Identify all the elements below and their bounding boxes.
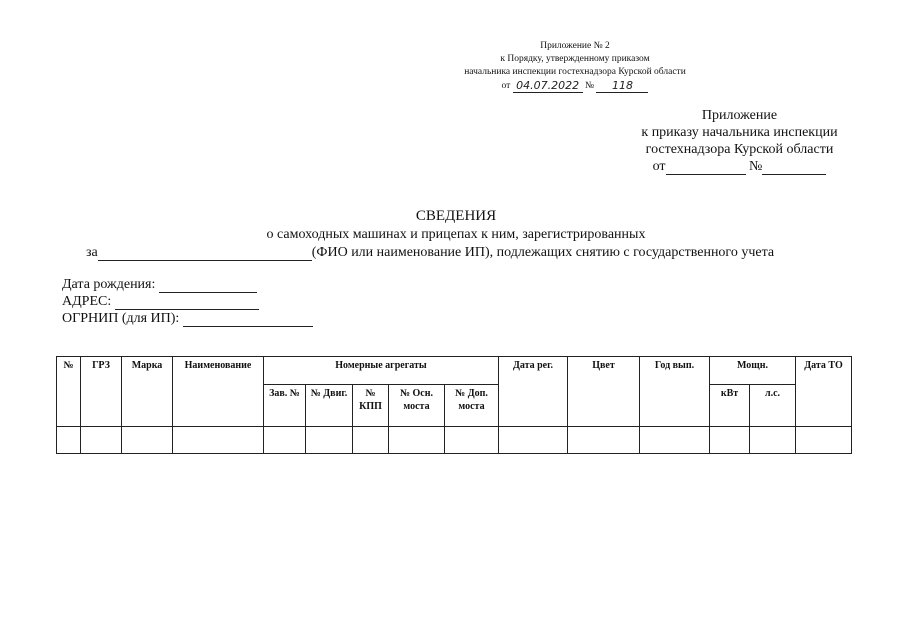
table-cell [710, 427, 750, 454]
appendix2-block [440, 40, 710, 93]
document-subtitle: о самоходных машинах и прицепах к ним, зарегистрированных [266, 227, 646, 242]
appendix-line2: к приказу начальника инспекции [641, 125, 838, 140]
col-year-header: Год вып. [640, 357, 710, 427]
table-cell [796, 427, 852, 454]
appendix2-line2: к Порядку, утвержденному приказом [500, 54, 650, 64]
birth-date-blank [159, 279, 257, 293]
table-cell [750, 427, 796, 454]
appendix-num-label: № [749, 159, 763, 174]
appendix2-num-handwritten: 118 [596, 79, 648, 93]
appendix2-from-label: от [501, 81, 511, 91]
appendix-line3: гостехнадзора Курской области [645, 142, 834, 157]
table-row [57, 427, 852, 454]
sub-engine-header: № Двиг. [306, 385, 353, 427]
sub-extra-axle-header: № Доп. моста [445, 385, 499, 427]
ogrnip-blank [183, 313, 313, 327]
address-label: АДРЕС: [62, 294, 112, 309]
appendix-date-line [612, 158, 867, 175]
address-blank [115, 296, 259, 310]
col-grz-header: ГРЗ [81, 357, 122, 427]
ogrnip-label: ОГРНИП (для ИП): [62, 311, 180, 326]
appendix2-num-label: № [585, 81, 595, 91]
table-cell [353, 427, 389, 454]
table-cell [640, 427, 710, 454]
appendix-block [612, 107, 867, 175]
table-cell [81, 427, 122, 454]
table-cell [264, 427, 306, 454]
col-no-header: № [57, 357, 81, 427]
table-cell [445, 427, 499, 454]
sub-factory-header: Зав. № [264, 385, 306, 427]
col-color-header: Цвет [568, 357, 640, 427]
za-blank [98, 247, 312, 261]
table-cell [122, 427, 173, 454]
col-reg-date-header: Дата рег. [499, 357, 568, 427]
document-heading: СВЕДЕНИЯ [415, 208, 497, 224]
table-cell [173, 427, 264, 454]
col-units-header: Номерные агрегаты [264, 357, 499, 385]
fio-text: (ФИО или наименование ИП), подлежащих снятию с государственного учета [311, 245, 775, 260]
appendix-from-label: от [652, 159, 666, 174]
table-cell [306, 427, 353, 454]
sub-hp-header: л.с. [750, 385, 796, 427]
sub-gearbox-header: № КПП [353, 385, 389, 427]
appendix2-line3: начальника инспекции гостехнадзора Курской области [464, 67, 686, 77]
za-label: за [86, 245, 98, 260]
col-power-header: Мощн. [710, 357, 796, 385]
col-name-header: Наименование [173, 357, 264, 427]
title-za-line [86, 245, 774, 261]
table-cell [568, 427, 640, 454]
appendix2-date-line [440, 79, 710, 93]
table-cell [57, 427, 81, 454]
sub-main-axle-header: № Осн. моста [389, 385, 445, 427]
col-brand-header: Марка [122, 357, 173, 427]
ogrnip-field [62, 311, 313, 327]
table-cell [499, 427, 568, 454]
appendix2-line1: Приложение № 2 [540, 41, 610, 51]
sub-kw-header: кВт [710, 385, 750, 427]
col-to-date-header: Дата ТО [796, 357, 852, 427]
table-header-row [57, 357, 852, 385]
registry-table [56, 356, 852, 454]
birth-date-field [62, 277, 257, 293]
address-field [62, 294, 259, 310]
appendix2-date-handwritten: 04.07.2022 [513, 79, 583, 93]
appendix-line1: Приложение [701, 108, 778, 123]
birth-date-label: Дата рождения: [62, 277, 156, 292]
appendix-num-blank [762, 161, 826, 175]
table-cell [389, 427, 445, 454]
appendix-date-blank [666, 161, 746, 175]
